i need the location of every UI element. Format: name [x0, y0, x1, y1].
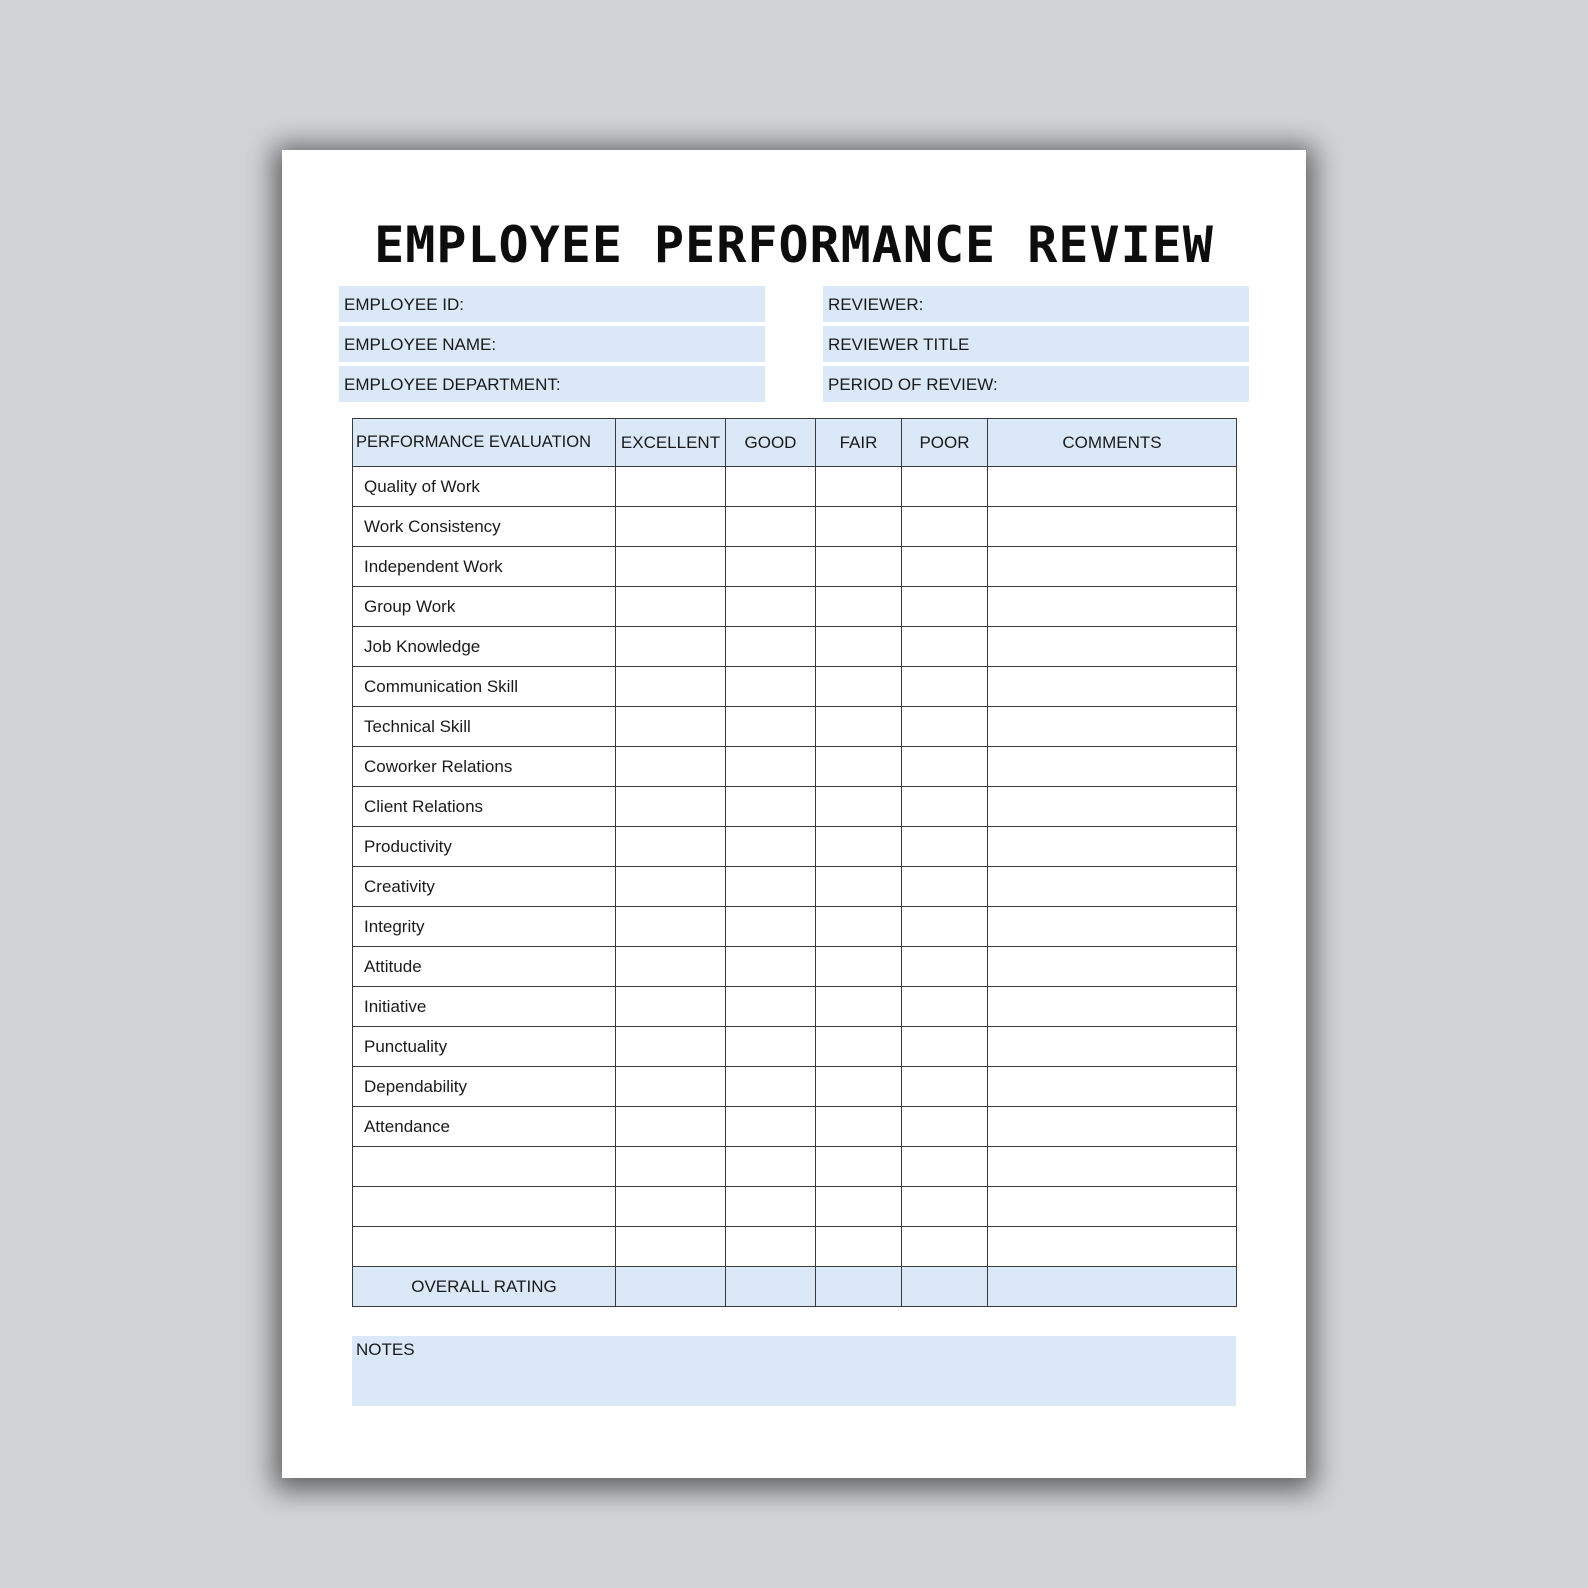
poor-cell[interactable]: [902, 507, 988, 547]
excellent-cell[interactable]: [616, 867, 726, 907]
criterion-label: Independent Work: [353, 547, 616, 587]
excellent-cell[interactable]: [616, 747, 726, 787]
excellent-cell[interactable]: [616, 827, 726, 867]
table-row: [353, 1107, 1237, 1147]
comments-cell[interactable]: [988, 1107, 1237, 1147]
criterion-label: [353, 1227, 616, 1267]
employee-id-field[interactable]: EMPLOYEE ID:: [339, 286, 765, 322]
excellent-cell[interactable]: [616, 1147, 726, 1187]
overall-rating-label: OVERALL RATING: [353, 1267, 616, 1307]
reviewer-field[interactable]: REVIEWER:: [823, 286, 1249, 322]
column-header-comments: COMMENTS: [988, 419, 1237, 467]
comments-cell[interactable]: [988, 907, 1237, 947]
fair-cell[interactable]: [816, 1027, 902, 1067]
good-cell[interactable]: [726, 1027, 816, 1067]
poor-cell[interactable]: [902, 1027, 988, 1067]
criterion-label: Initiative: [353, 987, 616, 1027]
fair-cell[interactable]: [816, 867, 902, 907]
criterion-label: Client Relations: [353, 787, 616, 827]
table-row: [353, 587, 1237, 627]
fair-cell[interactable]: [816, 987, 902, 1027]
good-cell[interactable]: [726, 1147, 816, 1187]
notes-area[interactable]: [352, 1336, 1236, 1406]
poor-cell[interactable]: [902, 907, 988, 947]
table-row: [353, 667, 1237, 707]
fair-cell[interactable]: [816, 547, 902, 587]
good-cell[interactable]: [726, 1187, 816, 1227]
poor-cell[interactable]: [902, 1107, 988, 1147]
table-header-row: [353, 419, 1237, 467]
excellent-cell[interactable]: [616, 467, 726, 507]
comments-cell[interactable]: [988, 1187, 1237, 1227]
excellent-cell[interactable]: [616, 547, 726, 587]
criterion-label: Quality of Work: [353, 467, 616, 507]
comments-cell[interactable]: [988, 467, 1237, 507]
column-header-fair: FAIR: [816, 419, 902, 467]
table-row: [353, 1147, 1237, 1187]
overall-rating-row: [353, 1267, 1237, 1307]
comments-cell[interactable]: [988, 1147, 1237, 1187]
reviewer-title-field[interactable]: REVIEWER TITLE: [823, 326, 1249, 362]
table-row: [353, 747, 1237, 787]
excellent-cell[interactable]: [616, 987, 726, 1027]
good-cell[interactable]: [726, 467, 816, 507]
comments-cell[interactable]: [988, 1227, 1237, 1267]
good-cell[interactable]: [726, 627, 816, 667]
excellent-cell[interactable]: [616, 1107, 726, 1147]
fair-cell[interactable]: [816, 947, 902, 987]
fair-cell[interactable]: [816, 707, 902, 747]
good-cell[interactable]: [726, 867, 816, 907]
good-cell[interactable]: [726, 907, 816, 947]
poor-cell[interactable]: [902, 547, 988, 587]
excellent-cell[interactable]: [616, 667, 726, 707]
excellent-cell[interactable]: [616, 1067, 726, 1107]
excellent-cell[interactable]: [616, 787, 726, 827]
table-row: [353, 987, 1237, 1027]
table-row: [353, 707, 1237, 747]
fair-cell[interactable]: [816, 507, 902, 547]
poor-cell[interactable]: [902, 667, 988, 707]
overall-good-cell[interactable]: [726, 1267, 816, 1307]
comments-cell[interactable]: [988, 947, 1237, 987]
criterion-label: Attendance: [353, 1107, 616, 1147]
criterion-label: [353, 1147, 616, 1187]
comments-cell[interactable]: [988, 827, 1237, 867]
comments-cell[interactable]: [988, 987, 1237, 1027]
excellent-cell[interactable]: [616, 947, 726, 987]
table-row: [353, 947, 1237, 987]
comments-cell[interactable]: [988, 667, 1237, 707]
good-cell[interactable]: [726, 547, 816, 587]
criterion-label: Coworker Relations: [353, 747, 616, 787]
excellent-cell[interactable]: [616, 1227, 726, 1267]
comments-cell[interactable]: [988, 627, 1237, 667]
poor-cell[interactable]: [902, 467, 988, 507]
poor-cell[interactable]: [902, 787, 988, 827]
table-row: [353, 907, 1237, 947]
table-row: [353, 867, 1237, 907]
employee-name-field[interactable]: EMPLOYEE NAME:: [339, 326, 765, 362]
good-cell[interactable]: [726, 747, 816, 787]
excellent-cell[interactable]: [616, 507, 726, 547]
criterion-label: Dependability: [353, 1067, 616, 1107]
good-cell[interactable]: [726, 707, 816, 747]
poor-cell[interactable]: [902, 1147, 988, 1187]
poor-cell[interactable]: [902, 987, 988, 1027]
good-cell[interactable]: [726, 787, 816, 827]
fair-cell[interactable]: [816, 1187, 902, 1227]
column-header-poor: POOR: [902, 419, 988, 467]
column-header-performance-evaluation: PERFORMANCE EVALUATION: [353, 419, 616, 467]
criterion-label: Technical Skill: [353, 707, 616, 747]
review-form-page: [282, 150, 1306, 1478]
poor-cell[interactable]: [902, 1187, 988, 1227]
table-row: [353, 1187, 1237, 1227]
excellent-cell[interactable]: [616, 587, 726, 627]
excellent-cell[interactable]: [616, 1187, 726, 1227]
comments-cell[interactable]: [988, 507, 1237, 547]
poor-cell[interactable]: [902, 827, 988, 867]
excellent-cell[interactable]: [616, 907, 726, 947]
table-row: [353, 787, 1237, 827]
overall-poor-cell[interactable]: [902, 1267, 988, 1307]
good-cell[interactable]: [726, 1107, 816, 1147]
poor-cell[interactable]: [902, 867, 988, 907]
criterion-label: [353, 1187, 616, 1227]
fair-cell[interactable]: [816, 907, 902, 947]
criterion-label: Group Work: [353, 587, 616, 627]
fair-cell[interactable]: [816, 747, 902, 787]
good-cell[interactable]: [726, 987, 816, 1027]
comments-cell[interactable]: [988, 747, 1237, 787]
criterion-label: Creativity: [353, 867, 616, 907]
table-row: [353, 507, 1237, 547]
comments-cell[interactable]: [988, 867, 1237, 907]
table-row: [353, 1227, 1237, 1267]
excellent-cell[interactable]: [616, 707, 726, 747]
column-header-excellent: EXCELLENT: [616, 419, 726, 467]
evaluation-table-body: [353, 467, 1237, 1307]
notes-label: NOTES: [356, 1340, 415, 1359]
comments-cell[interactable]: [988, 587, 1237, 627]
fair-cell[interactable]: [816, 1107, 902, 1147]
good-cell[interactable]: [726, 1067, 816, 1107]
evaluation-table: [352, 418, 1237, 1307]
comments-cell[interactable]: [988, 787, 1237, 827]
comments-cell[interactable]: [988, 1067, 1237, 1107]
comments-cell[interactable]: [988, 1027, 1237, 1067]
table-row: [353, 627, 1237, 667]
fair-cell[interactable]: [816, 667, 902, 707]
excellent-cell[interactable]: [616, 627, 726, 667]
poor-cell[interactable]: [902, 1067, 988, 1107]
column-header-good: GOOD: [726, 419, 816, 467]
page-title: EMPLOYEE PERFORMANCE REVIEW: [374, 216, 1214, 274]
fair-cell[interactable]: [816, 587, 902, 627]
overall-comments-cell[interactable]: [988, 1267, 1237, 1307]
fair-cell[interactable]: [816, 627, 902, 667]
table-row: [353, 547, 1237, 587]
poor-cell[interactable]: [902, 947, 988, 987]
table-row: [353, 1067, 1237, 1107]
good-cell[interactable]: [726, 827, 816, 867]
criterion-label: Integrity: [353, 907, 616, 947]
criterion-label: Communication Skill: [353, 667, 616, 707]
fair-cell[interactable]: [816, 1227, 902, 1267]
table-row: [353, 467, 1237, 507]
good-cell[interactable]: [726, 667, 816, 707]
good-cell[interactable]: [726, 1227, 816, 1267]
criterion-label: Productivity: [353, 827, 616, 867]
poor-cell[interactable]: [902, 627, 988, 667]
criterion-label: Work Consistency: [353, 507, 616, 547]
criterion-label: Punctuality: [353, 1027, 616, 1067]
good-cell[interactable]: [726, 507, 816, 547]
table-row: [353, 1027, 1237, 1067]
poor-cell[interactable]: [902, 1227, 988, 1267]
fair-cell[interactable]: [816, 1067, 902, 1107]
overall-fair-cell[interactable]: [816, 1267, 902, 1307]
comments-cell[interactable]: [988, 547, 1237, 587]
fair-cell[interactable]: [816, 827, 902, 867]
period-of-review-field[interactable]: PERIOD OF REVIEW:: [823, 366, 1249, 402]
fair-cell[interactable]: [816, 467, 902, 507]
table-row: [353, 827, 1237, 867]
criterion-label: Job Knowledge: [353, 627, 616, 667]
overall-excellent-cell[interactable]: [616, 1267, 726, 1307]
criterion-label: Attitude: [353, 947, 616, 987]
fair-cell[interactable]: [816, 787, 902, 827]
good-cell[interactable]: [726, 587, 816, 627]
poor-cell[interactable]: [902, 747, 988, 787]
excellent-cell[interactable]: [616, 1027, 726, 1067]
comments-cell[interactable]: [988, 707, 1237, 747]
good-cell[interactable]: [726, 947, 816, 987]
poor-cell[interactable]: [902, 587, 988, 627]
employee-department-field[interactable]: EMPLOYEE DEPARTMENT:: [339, 366, 765, 402]
poor-cell[interactable]: [902, 707, 988, 747]
fair-cell[interactable]: [816, 1147, 902, 1187]
